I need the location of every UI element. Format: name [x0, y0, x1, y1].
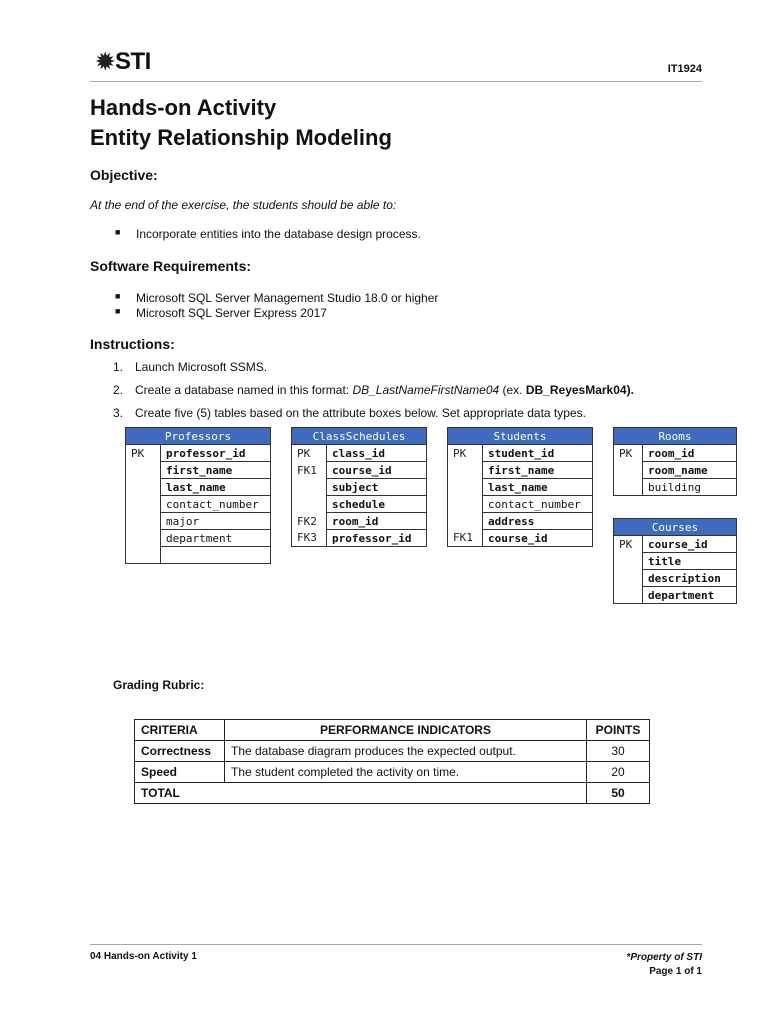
- entity-header: Professors: [126, 428, 271, 445]
- objective-intro: At the end of the exercise, the students should be able to:: [90, 198, 397, 212]
- entity-attribute: first_name: [483, 462, 593, 479]
- course-code: IT1924: [667, 63, 702, 75]
- entity-courses: Courses PK course_id title description department: [613, 518, 737, 604]
- entity-attribute: contact_number: [483, 496, 593, 513]
- entity-students: Students PK student_id first_name last_name contact_number address FK1 course_id: [447, 427, 593, 547]
- entity-header: ClassSchedules: [292, 428, 427, 445]
- entity-attribute: subject: [327, 479, 427, 496]
- entity-attribute: last_name: [161, 479, 271, 496]
- software-heading: Software Requirements:: [90, 258, 252, 274]
- entity-attribute: professor_id: [327, 530, 427, 547]
- entity-attribute: [161, 547, 271, 564]
- entity-attribute: title: [643, 553, 737, 570]
- entity-attribute: description: [643, 570, 737, 587]
- entity-attribute: student_id: [483, 445, 593, 462]
- rubric-heading: Grading Rubric:: [113, 678, 205, 692]
- rubric-col-points: POINTS: [587, 720, 650, 741]
- footer-left: 04 Hands-on Activity 1: [90, 951, 197, 962]
- entity-attribute: major: [161, 513, 271, 530]
- table-row: Speed The student completed the activity on time. 20: [135, 762, 650, 783]
- entity-header: Students: [448, 428, 593, 445]
- header-rule: [90, 81, 702, 82]
- entity-attribute: class_id: [327, 445, 427, 462]
- entity-header: Courses: [614, 519, 737, 536]
- sti-logo: [96, 48, 151, 76]
- title-line-1: Hands-on Activity: [90, 95, 277, 120]
- entity-attribute: building: [643, 479, 737, 496]
- entity-professors: Professors PK professor_id first_name last_name contact_number major department: [125, 427, 271, 564]
- table-row: Correctness The database diagram produces the expected output. 30: [135, 741, 650, 762]
- entity-attribute: course_id: [327, 462, 427, 479]
- entity-rooms: Rooms PK room_id room_name building: [613, 427, 737, 496]
- page-title: [90, 93, 392, 153]
- entity-attribute: room_id: [643, 445, 737, 462]
- globe-icon: ✹: [96, 49, 114, 74]
- objective-heading: Objective:: [90, 167, 158, 183]
- logo-text: STI: [114, 48, 151, 75]
- entity-attribute: department: [161, 530, 271, 547]
- rubric-col-criteria: CRITERIA: [135, 720, 225, 741]
- instructions-heading: Instructions:: [90, 336, 175, 352]
- footer-right: *Property of STI Page 1 of 1: [626, 952, 702, 977]
- bullet-icon: ■: [115, 227, 121, 237]
- entity-attribute: course_id: [643, 536, 737, 553]
- title-line-2: Entity Relationship Modeling: [90, 125, 392, 150]
- entity-attribute: professor_id: [161, 445, 271, 462]
- entity-attribute: department: [643, 587, 737, 604]
- rubric-table: [134, 719, 650, 804]
- entity-attribute: address: [483, 513, 593, 530]
- entity-attribute: contact_number: [161, 496, 271, 513]
- entity-attribute: schedule: [327, 496, 427, 513]
- rubric-col-indicators: PERFORMANCE INDICATORS: [225, 720, 587, 741]
- entity-header: Rooms: [614, 428, 737, 445]
- entity-attribute: first_name: [161, 462, 271, 479]
- table-row-total: TOTAL 50: [135, 783, 650, 804]
- bullet-icon: ■: [115, 291, 121, 301]
- footer-rule: [90, 944, 702, 945]
- entity-attribute: last_name: [483, 479, 593, 496]
- bullet-icon: ■: [115, 306, 121, 316]
- entity-attribute: course_id: [483, 530, 593, 547]
- entity-attribute: room_name: [643, 462, 737, 479]
- entity-attribute: room_id: [327, 513, 427, 530]
- entity-classschedules: ClassSchedules PK class_id FK1 course_id subject schedule FK2 room_id FK3 professor_id: [291, 427, 427, 547]
